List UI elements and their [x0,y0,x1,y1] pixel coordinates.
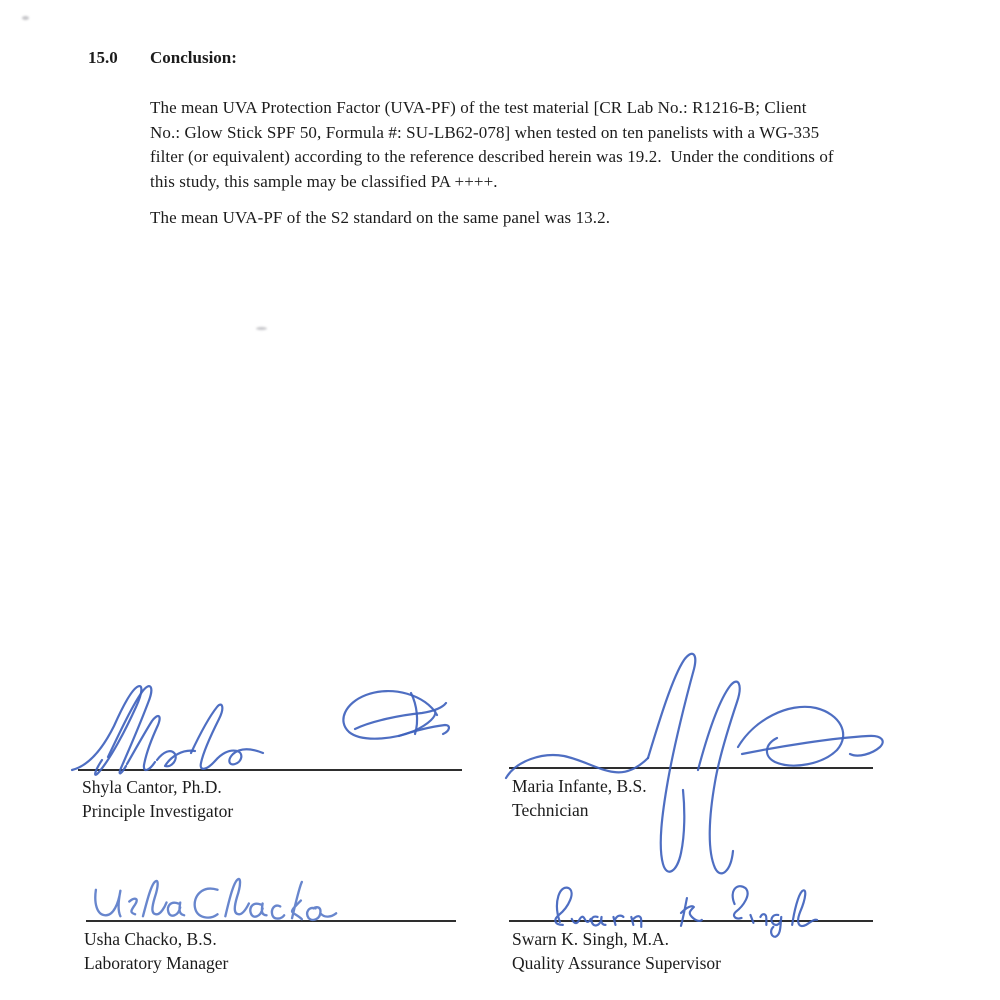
paragraph-line: this study, this sample may be classified PA ++++. [150,171,498,191]
signature-line [78,769,462,771]
signature-line [509,920,873,922]
section-number: 15.0 [88,48,118,67]
signature-line [509,767,873,769]
signer-title: Technician [512,800,589,820]
paragraph-line: No.: Glow Stick SPF 50, Formula #: SU-LB62-078] when tested on ten panelists with a WG-335 [150,122,820,142]
signer-title: Laboratory Manager [84,953,229,973]
conclusion-paragraph [150,96,834,194]
signer-name: Usha Chacko, B.S. [84,929,217,949]
scan-speck [22,16,29,20]
signer-name: Shyla Cantor, Ph.D. [82,777,222,797]
signer-title: Principle Investigator [82,801,234,821]
s2-standard-paragraph [150,206,610,231]
paragraph-line: The mean UVA-PF of the S2 standard on the same panel was 13.2. [150,208,611,227]
signature-line [86,920,456,922]
scan-speck [256,327,267,330]
paragraph-line: filter (or equivalent) according to the reference described herein was 19.2. Under the conditions of [150,147,834,166]
signer-title: Quality Assurance Supervisor [512,953,721,973]
paragraph-line: The mean UVA Protection Factor (UVA-PF) of the test material [CR Lab No.: R1216-B; Client [150,98,807,117]
signer-name: Swarn K. Singh, M.A. [512,929,670,949]
signer-name: Maria Infante, B.S. [512,776,647,796]
section-title: Conclusion: [150,48,237,67]
shyla-cantor-signature-ink [70,676,455,791]
